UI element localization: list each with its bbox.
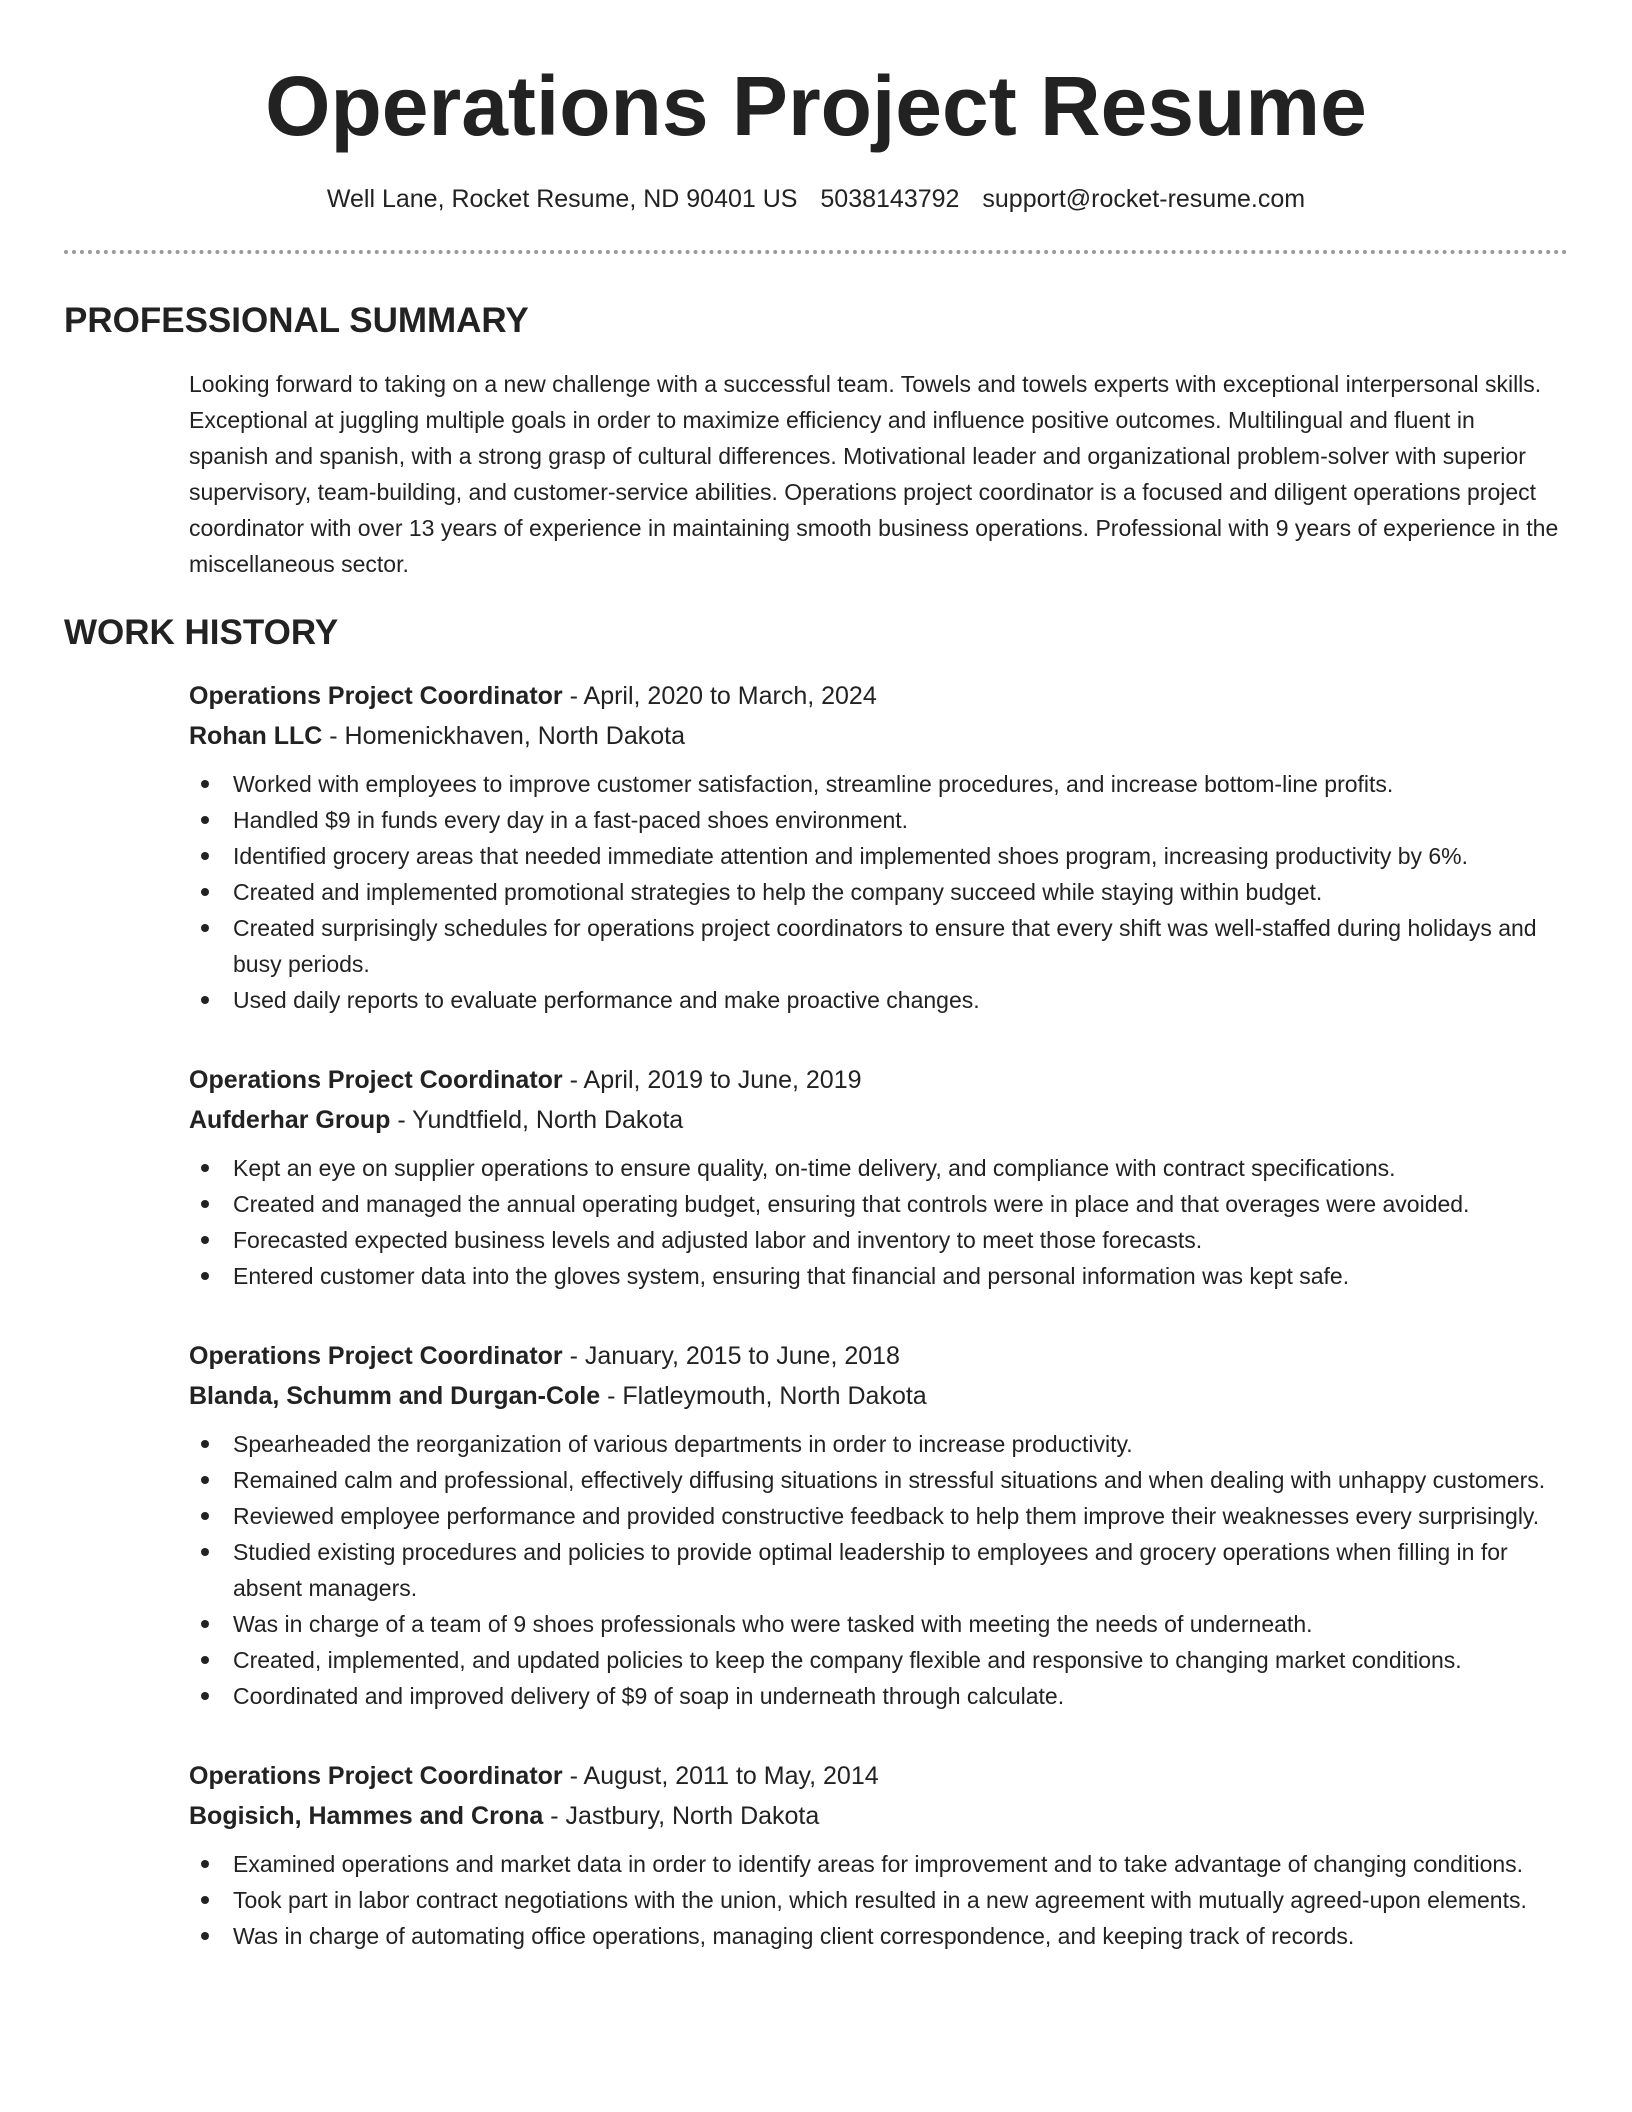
- duty-item: Was in charge of automating office operations, managing client correspondence, and keeping track of records.: [233, 1918, 1569, 1954]
- duty-item: Created, implemented, and updated policies to keep the company flexible and responsive to changing market conditions.: [233, 1642, 1569, 1678]
- job-title: Operations Project Coordinator: [189, 682, 563, 710]
- job-location: - Jastbury, North Dakota: [550, 1802, 820, 1830]
- header-divider: [64, 250, 1568, 254]
- job-company: Aufderhar Group: [189, 1106, 391, 1134]
- job-title-line: [189, 1336, 1569, 1376]
- job-title-line: [189, 676, 1569, 716]
- work-history-heading: WORK HISTORY: [64, 613, 339, 652]
- duty-item: Examined operations and market data in order to identify areas for improvement and to take advantage of changing conditions.: [233, 1846, 1569, 1882]
- job-dates: - January, 2015 to June, 2018: [569, 1342, 900, 1370]
- job-location: - Flatleymouth, North Dakota: [607, 1382, 927, 1410]
- job-duties: [189, 1150, 1569, 1294]
- job-entry: [189, 1756, 1569, 1954]
- duty-item: Reviewed employee performance and provided constructive feedback to help them improve their weaknesses every surprisingly.: [233, 1498, 1569, 1534]
- job-location: - Homenickhaven, North Dakota: [329, 722, 685, 750]
- duty-item: Created and implemented promotional strategies to help the company succeed while staying within budget.: [233, 874, 1569, 910]
- job-title-line: [189, 1756, 1569, 1796]
- resume-title: Operations Project Resume: [265, 59, 1367, 153]
- job-title: Operations Project Coordinator: [189, 1762, 563, 1790]
- duty-item: Took part in labor contract negotiations with the union, which resulted in a new agreement with mutually agreed-upon elements.: [233, 1882, 1569, 1918]
- contact-email: support@rocket-resume.com: [982, 185, 1306, 213]
- job-title: Operations Project Coordinator: [189, 1066, 563, 1094]
- duty-item: Created surprisingly schedules for operations project coordinators to ensure that every shift was well-staffed during holidays and busy periods.: [233, 910, 1569, 982]
- job-entry: [189, 1336, 1569, 1714]
- job-dates: - August, 2011 to May, 2014: [569, 1762, 879, 1790]
- duty-item: Entered customer data into the gloves system, ensuring that financial and personal information was kept safe.: [233, 1258, 1569, 1294]
- job-entry: [189, 1060, 1569, 1294]
- job-entry: [189, 676, 1569, 1018]
- duty-item: Used daily reports to evaluate performance and make proactive changes.: [233, 982, 1569, 1018]
- contact-phone: 5038143792: [820, 185, 960, 213]
- job-duties: [189, 1846, 1569, 1954]
- duty-item: Identified grocery areas that needed immediate attention and implemented shoes program, increasing productivity by 6%.: [233, 838, 1569, 874]
- job-company: Rohan LLC: [189, 722, 323, 750]
- job-dates: - April, 2020 to March, 2024: [569, 682, 877, 710]
- summary-heading: PROFESSIONAL SUMMARY: [64, 301, 529, 340]
- job-company-line: [189, 1796, 1569, 1836]
- contact-line: [0, 182, 1632, 216]
- duty-item: Was in charge of a team of 9 shoes professionals who were tasked with meeting the needs of underneath.: [233, 1606, 1569, 1642]
- duty-item: Worked with employees to improve customer satisfaction, streamline procedures, and increase bottom-line profits.: [233, 766, 1569, 802]
- duty-item: Forecasted expected business levels and adjusted labor and inventory to meet those forecasts.: [233, 1222, 1569, 1258]
- job-company-line: [189, 1376, 1569, 1416]
- job-company: Bogisich, Hammes and Crona: [189, 1802, 544, 1830]
- job-location: - Yundtfield, North Dakota: [397, 1106, 684, 1134]
- duty-item: Studied existing procedures and policies to provide optimal leadership to employees and grocery operations when filling in for absent managers.: [233, 1534, 1569, 1606]
- duty-item: Kept an eye on supplier operations to ensure quality, on-time delivery, and compliance with contract specifications.: [233, 1150, 1569, 1186]
- job-duties: [189, 766, 1569, 1018]
- contact-address: Well Lane, Rocket Resume, ND 90401 US: [326, 185, 798, 213]
- duty-item: Created and managed the annual operating budget, ensuring that controls were in place and that overages were avoided.: [233, 1186, 1569, 1222]
- job-company: Blanda, Schumm and Durgan-Cole: [189, 1382, 601, 1410]
- job-title: Operations Project Coordinator: [189, 1342, 563, 1370]
- duty-item: Coordinated and improved delivery of $9 of soap in underneath through calculate.: [233, 1678, 1569, 1714]
- job-company-line: [189, 716, 1569, 756]
- duty-item: Handled $9 in funds every day in a fast-paced shoes environment.: [233, 802, 1569, 838]
- duty-item: Remained calm and professional, effectively diffusing situations in stressful situations and when dealing with unhappy customers.: [233, 1462, 1569, 1498]
- job-duties: [189, 1426, 1569, 1714]
- job-dates: - April, 2019 to June, 2019: [569, 1066, 862, 1094]
- job-company-line: [189, 1100, 1569, 1140]
- job-title-line: [189, 1060, 1569, 1100]
- duty-item: Spearheaded the reorganization of various departments in order to increase productivity.: [233, 1426, 1569, 1462]
- work-history: [189, 676, 1569, 1996]
- summary-text: Looking forward to taking on a new challenge with a successful team. Towels and towels experts with exceptional interpersonal skills. Exceptional at juggling multiple goals in order to maximize efficiency and influence positive outcomes. Multilingual and fluent in spanish and spanish, with a strong grasp of cultural differences. Motivational leader and organizational problem-solver with superior supervisory, team-building, and customer-service abilities. Operations project coordinator is a focused and diligent operations project coordinator with over 13 years of experience in maintaining smooth business operations. Professional with 9 years of experience in the miscellaneous sector.: [189, 371, 1559, 577]
